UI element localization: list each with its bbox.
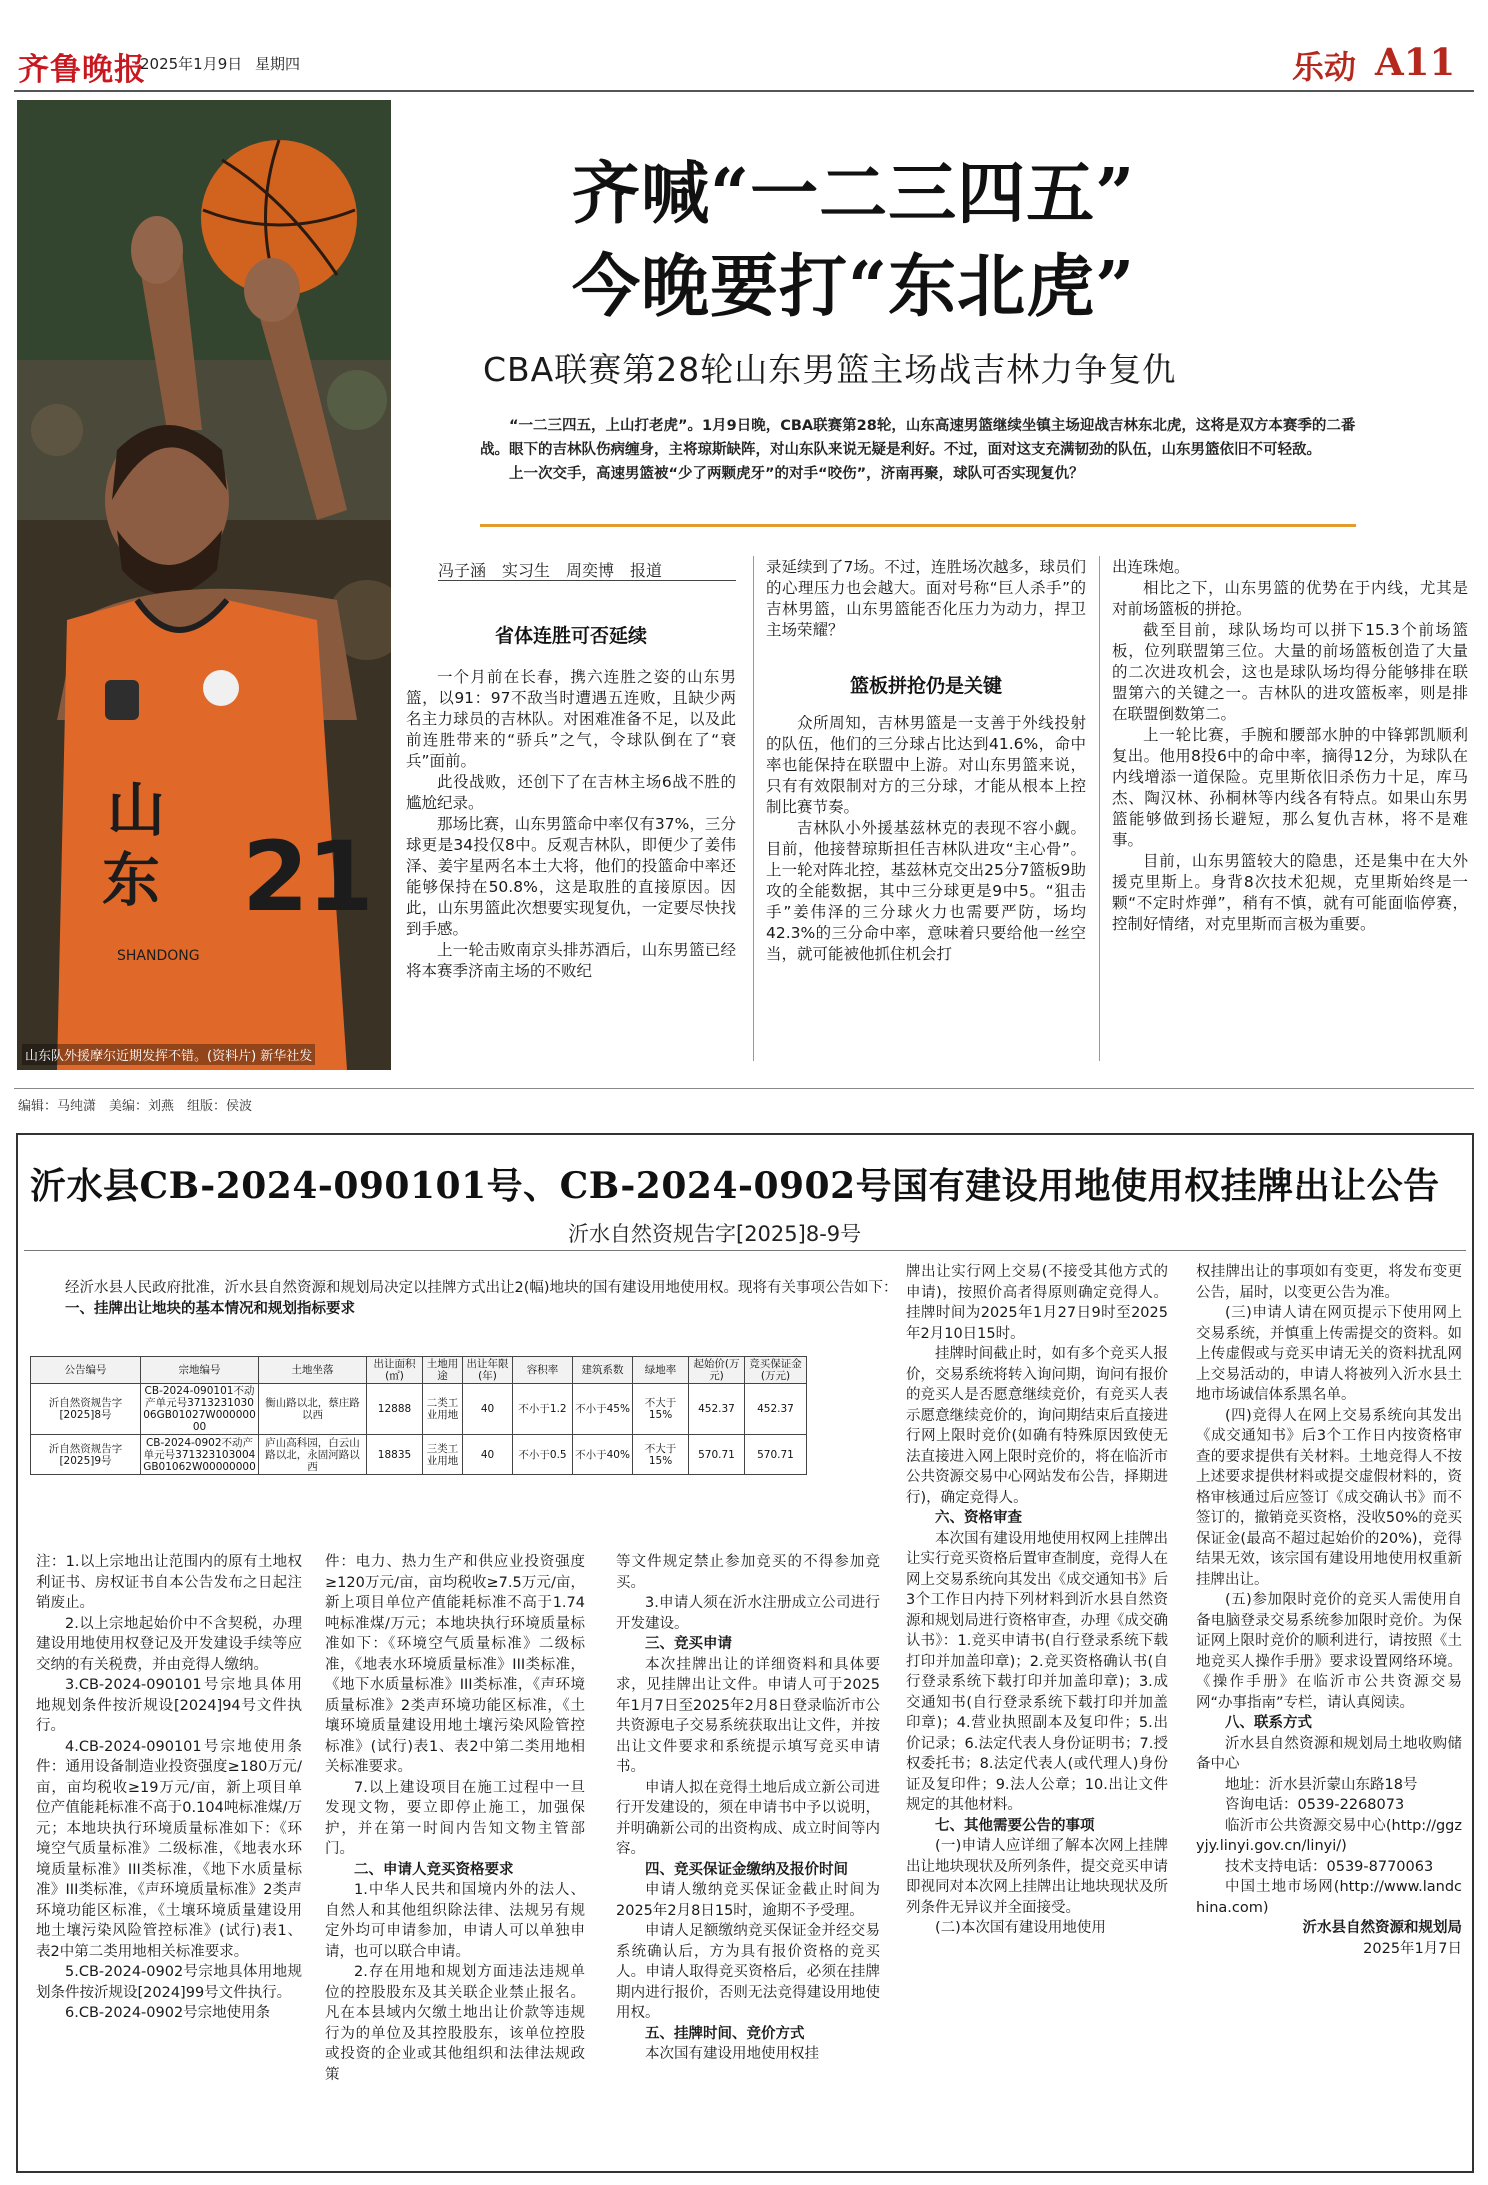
article-column-2-top (766, 557, 1086, 641)
table-cell: 二类工业用地 (423, 1384, 463, 1435)
table-cell: 不大于15% (633, 1435, 689, 1475)
article-lead (480, 414, 1356, 486)
table-header-cell: 容积率 (513, 1357, 573, 1384)
notice-column-5 (1196, 1262, 1462, 1959)
notice-paragraph: 3.CB-2024-090101号宗地具体用地规划条件按沂规设[2024]94号文件执行。 (36, 1677, 302, 1734)
notice-paragraph: 等文件规定禁止参加竞买的不得参加竞买。 (616, 1554, 880, 1591)
table-heading: 一、挂牌出让地块的基本情况和规划指标要求 (65, 1300, 355, 1317)
byline: 冯子涵 实习生 周奕博 报道 (438, 561, 663, 580)
photo-caption: 山东队外援摩尔近期发挥不错。(资料片) 新华社发 (22, 1044, 315, 1065)
lead-paragraph: “一二三四五，上山打老虎”。1月9日晚，CBA联赛第28轮，山东高速男篮继续坐镇主场迎战吉林东北虎，这将是双方本赛季的二番战。眼下的吉林队伤病缠身，主将琼斯缺阵，对山东队来说无疑是利好。不过，面对这支充满韧劲的队伍，山东男篮依旧不可轻敌。 (480, 418, 1356, 458)
svg-text:SHANDONG: SHANDONG (117, 948, 200, 964)
notice-subtitle: 沂水自然资规告字[2025]8-9号 (568, 1222, 862, 1246)
table-cell: 18835 (367, 1435, 423, 1475)
article-paragraph: 截至目前，球队场均可以拼下15.3个前场篮板，位列联盟第三位。大量的前场篮板创造了大量的二次进攻机会，这也是球队场均得分能够排在联盟第六的关键之一。吉林队的进攻篮板率，则是排在联盟倒数第二。 (1112, 621, 1468, 723)
notice-paragraph: 挂牌时间截止时，如有多个竞买人报价，交易系统将转入询问期，询问有报价的竞买人是否愿意继续竞价，有竞买人表示愿意继续竞价的，询问期结束后直接进行网上限时竞价(如确有特殊原因致使无法直接进入网上限时竞价的，将在临沂市公共资源交易中心网站发布公告，择期进行)，确定竞得人。 (906, 1346, 1168, 1506)
article-paragraph: 吉林队小外援基兹林克的表现不容小觑。目前，他接替琼斯担任吉林队进攻“主心骨”。上一轮对阵北控，基兹林克交出25分7篮板9助攻的全能数据，其中三分球更是9中5。“狙击手”姜伟泽的三分球火力也需要严防，场均42.3%的三分命中率，意味着只要给他一丝空当，就可能被他抓住机会打 (766, 819, 1086, 963)
table-cell: 三类工业用地 (423, 1435, 463, 1475)
article-paragraph: 一个月前在长春，携六连胜之姿的山东男篮，以91：97不敌当时遭遇五连败，且缺少两名主力球员的吉林队。对困难准备不足，以及此前连胜带来的“骄兵”之气，令球队倒在了“衰兵”面前。 (406, 668, 736, 770)
contact-line: 沂水县自然资源和规划局土地收购储备中心 (1196, 1735, 1462, 1772)
article-paragraph: 那场比赛，山东男篮命中率仅有37%，三分球更是34投仅8中。反观吉林队，即便少了姜伟泽、姜宇星两名本土大将，他们的投篮命中率还能够保持在50.8%，这是取胜的直接原因。因此，山东男篮此次想要实现复仇，一定要尽快找到手感。 (406, 815, 736, 938)
table-header-cell: 出让年限(年) (463, 1357, 513, 1384)
table-row (31, 1435, 807, 1475)
notice-paragraph: 经沂水县人民政府批准，沂水县自然资源和规划局决定以挂牌方式出让2(幅)地块的国有建设用地使用权。现将有关事项公告如下： (65, 1280, 898, 1296)
table-header-row (31, 1357, 807, 1384)
newspaper-logo: 齐鲁晚报 (18, 52, 146, 88)
basketball-player-photo (17, 100, 391, 1070)
plot-table-wrapper (30, 1356, 807, 1475)
masthead-rule (14, 90, 1474, 92)
notice-section-heading: 八、联系方式 (1225, 1715, 1312, 1731)
notice-signature-date: 2025年1月7日 (1363, 1940, 1462, 1957)
notice-paragraph: 本次国有建设用地使用权网上挂牌出让实行竞买资格后置审查制度，竞得人在网上交易系统向其发出《成交通知书》后3个工作日内持下列材料到沂水县自然资源和规划局进行资格审查，办理《成交确认书》：1.竞买申请书(自行登录系统下载打印并加盖印章)；2.竞买资格确认书(自行登录系统下载打印并加盖印章)；3.成交通知书(自行登录系统下载打印并加盖印章)；4.营业执照副本及复印件；5.出价记录；6.法定代表人身份证明书；7.授权委托书；8.法定代表人(或代理人)身份证及复印件；9.法人公章；10.出让文件规定的其他材料。 (906, 1530, 1168, 1813)
notice-section-heading: 三、竞买申请 (645, 1636, 732, 1652)
notice-column-4 (906, 1262, 1168, 1939)
table-header-cell: 宗地编号 (141, 1357, 259, 1384)
article-column-1 (406, 667, 736, 982)
table-cell: 不小于0.5 (513, 1435, 573, 1475)
table-cell: 不小于45% (573, 1384, 633, 1435)
notice-paragraph: 本次挂牌出让的详细资料和具体要求，见挂牌出让文件。申请人可于2025年1月7日至2025年2月8日登录临沂市公共资源电子交易系统获取出让文件，并按出让文件要求和系统提示填写竞买申请书。 (616, 1656, 880, 1775)
headline-line-2: 今晚要打“东北虎” (572, 247, 1136, 327)
table-cell: 衡山路以北，蔡庄路以西 (259, 1384, 367, 1435)
table-header-cell: 土地用途 (423, 1357, 463, 1384)
table-header-cell: 公告编号 (31, 1357, 141, 1384)
notice-paragraph: (五)参加限时竞价的竞买人需使用自备电脑登录交易系统参加限时竞价。为保证网上限时竞价的顺利进行，请按照《土地竞买人操作手册》要求设置网络环境。《操作手册》在临沂市公共资源交易网“办事指南”专栏，请认真阅读。 (1196, 1592, 1462, 1711)
notice-paragraph: 1.中华人民共和国境内外的法人、自然人和其他组织除法律、法规另有规定外均可申请参加，申请人可以单独申请，也可以联合申请。 (325, 1882, 585, 1960)
headline-line-1: 齐喊“一二三四五” (572, 154, 1136, 234)
notice-intro (36, 1278, 898, 1319)
article-paragraph: 上一轮击败南京头排苏酒后，山东男篮已经将本赛季济南主场的不败纪 (406, 941, 736, 980)
svg-text:山: 山 (107, 776, 166, 844)
table-cell: 40 (463, 1384, 513, 1435)
editors-rule (14, 1088, 1474, 1089)
article-column-2 (766, 713, 1086, 965)
notice-paragraph: 5.CB-2024-0902号宗地具体用地规划条件按沂规设[2024]99号文件执行。 (36, 1964, 302, 2001)
table-row (31, 1384, 807, 1435)
notice-paragraph: 注：1.以上宗地出让范围内的原有土地权利证书、房权证书自本公告发布之日起注销废止。 (36, 1554, 302, 1611)
notice-signature-org: 沂水县自然资源和规划局 (1302, 1920, 1462, 1936)
notice-paragraph: 权挂牌出让的事项如有变更，将发布变更公告，届时，以变更公告为准。 (1196, 1264, 1462, 1301)
notice-column-2 (325, 1552, 585, 2085)
notice-column-3 (616, 1552, 880, 2065)
notice-paragraph: (四)竞得人在网上交易系统向其发出《成交通知书》后3个工作日内按资格审查的要求提供有关材料。土地竞得人不按上述要求提供材料或提交虚假材料的，资格审核通过后应签订《成交确认书》而不签订的，撤销竞买资格，没收50%的竞买保证金(最高不超过起始价的20%)，竞得结果无效，该宗国有建设用地使用权重新挂牌出让。 (1196, 1407, 1462, 1588)
section-title-1: 省体连胜可否延续 (494, 625, 647, 647)
notice-paragraph: 申请人缴纳竞买保证金截止时间为2025年2月8日15时，逾期不予受理。 (616, 1882, 880, 1919)
table-cell: 庐山高科园，白云山路以北，永固河路以西 (259, 1435, 367, 1475)
table-header-cell: 出让面积(㎡) (367, 1357, 423, 1384)
notice-section-heading: 七、其他需要公告的事项 (935, 1817, 1095, 1834)
notice-paragraph: 2.以上宗地起始价中不含契税，办理建设用地使用权登记及开发建设手续等应交纳的有关税费，并由竞得人缴纳。 (36, 1615, 302, 1673)
page-number: A11 (1375, 40, 1456, 84)
notice-section-heading: 五、挂牌时间、竞价方式 (645, 2025, 805, 2042)
article-paragraph: 上一轮比赛，手腕和腰部水肿的中锋郭凯顺利复出。他用8投6中的命中率，摘得12分，为球队在内线增添一道保险。克里斯依旧杀伤力十足，库马杰、陶汉林、孙桐林等内线各有特点。如果山东男篮能够做到扬长避短，那么复仇吉林，将不是难事。 (1112, 726, 1468, 849)
table-cell: 40 (463, 1435, 513, 1475)
contact-line: 临沂市公共资源交易中心(http://ggzyjy.linyi.gov.cn/linyi/) (1196, 1817, 1462, 1854)
article-paragraph: 目前，山东男篮较大的隐患，还是集中在大外援克里斯上。身背8次技术犯规，克里斯始终是一颗“不定时炸弹”，稍有不慎，就有可能面临停赛，控制好情绪，对克里斯而言极为重要。 (1112, 852, 1468, 933)
subheadline: CBA联赛第28轮山东男篮主场战吉林力争复仇 (483, 350, 1177, 389)
table-header-cell: 绿地率 (633, 1357, 689, 1384)
issue-date: 2025年1月9日 (140, 55, 243, 73)
notice-paragraph: 7.以上建设项目在施工过程中一旦发现文物，要立即停止施工，加强保护，并在第一时间内告知文物主管部门。 (325, 1779, 585, 1857)
issue-weekday: 星期四 (255, 55, 301, 73)
table-cell: 不大于15% (633, 1384, 689, 1435)
table-cell: 12888 (367, 1384, 423, 1435)
contact-line: 中国土地市场网(http://www.landchina.com) (1196, 1879, 1462, 1916)
notice-paragraph: 2.存在用地和规划方面违法违规单位的控股股东及其关联企业禁止报名。凡在本县域内欠缴土地出让价款等违规行为的单位及其控股股东，该单位控股或投资的企业或其他组织和法律法规政策 (325, 1964, 585, 2083)
table-header-cell: 建筑系数 (573, 1357, 633, 1384)
table-cell: 不小于40% (573, 1435, 633, 1475)
notice-paragraph: 6.CB-2024-0902号宗地使用条 (65, 2005, 271, 2021)
section-name: 乐动 (1292, 48, 1357, 86)
svg-text:1: 1 (307, 821, 374, 933)
notice-section-heading: 二、申请人竞买资格要求 (354, 1861, 514, 1878)
svg-text:东: 东 (102, 846, 161, 914)
notice-section-heading: 六、资格审查 (935, 1510, 1022, 1526)
table-header-cell: 起始价(万元) (689, 1357, 745, 1384)
notice-paragraph: 本次国有建设用地使用权挂 (645, 2046, 819, 2062)
contact-line: 咨询电话：0539-2268073 (1225, 1797, 1405, 1813)
article-paragraph: 众所周知，吉林男篮是一支善于外线投射的队伍，他们的三分球占比达到41.6%，命中率也能保持在联盟中上游。对山东男篮来说，只有有效限制对方的三分球，才能从根本上控制比赛节奏。 (766, 714, 1086, 816)
notice-column-1 (36, 1552, 302, 2024)
column-divider (1099, 556, 1100, 1061)
table-cell: 沂自然资规告字[2025]9号 (31, 1435, 141, 1475)
notice-paragraph: (一)申请人应详细了解本次网上挂牌出让地块现状及所列条件，提交竞买申请即视同对本次网上挂牌出让地块现状及所列条件无异议并全面接受。 (906, 1838, 1168, 1916)
table-cell: 不小于1.2 (513, 1384, 573, 1435)
table-cell: 570.71 (689, 1435, 745, 1475)
article-paragraph: 相比之下，山东男篮的优势在于内线，尤其是对前场篮板的拼抢。 (1112, 579, 1468, 618)
editors-credit: 编辑：马纯潇 美编：刘燕 组版：侯波 (18, 1099, 253, 1114)
notice-title-rule (24, 1250, 1466, 1251)
notice-paragraph: 3.申请人须在沂水注册成立公司进行开发建设。 (616, 1595, 880, 1632)
table-cell: 452.37 (745, 1384, 807, 1435)
notice-paragraph: (三)申请人请在网页提示下使用网上交易系统，并慎重上传需提交的资料。如上传虚假或与竞买申请无关的资料扰乱网上交易活动的，申请人将被列入沂水县土地市场诚信体系黑名单。 (1196, 1305, 1462, 1403)
contact-line: 地址：沂水县沂蒙山东路18号 (1225, 1776, 1418, 1793)
table-cell: CB-2024-090101不动产单元号371323103006GB01027W00000000 (141, 1384, 259, 1435)
article-paragraph: 录延续到了7场。不过，连胜场次越多，球员们的心理压力也会越大。面对号称“巨人杀手”的吉林男篮，山东男篮能否化压力为动力，捍卫主场荣耀？ (766, 558, 1086, 639)
table-cell: 沂自然资规告字[2025]8号 (31, 1384, 141, 1435)
lead-divider (480, 524, 1356, 527)
byline-rule (438, 580, 736, 581)
article-paragraph: 出连珠炮。 (1112, 558, 1190, 576)
table-header-cell: 竞买保证金(万元) (745, 1357, 807, 1384)
article-paragraph: 此役战败，还创下了在吉林主场6战不胜的尴尬纪录。 (406, 773, 736, 812)
notice-paragraph: 申请人足额缴纳竞买保证金并经交易系统确认后，方为具有报价资格的竞买人。申请人取得竞买资格后，必须在挂牌期内进行报价，否则无法竞得建设用地使用权。 (616, 1923, 880, 2021)
table-cell: 570.71 (745, 1435, 807, 1475)
contact-line: 技术支持电话：0539-8770063 (1225, 1858, 1434, 1875)
notice-paragraph: 件：电力、热力生产和供应业投资强度≥120万元/亩，亩均税收≥7.5万元/亩，新上项目单位产值能耗标准不高于1.74吨标准煤/万元；本地块执行环境质量标准如下：《环境空气质量标准》二级标准，《地表水环境质量标准》III类标准，《地下水质量标准》III类标准，《声环境质量标准》2类声环境功能区标准，《土壤环境质量建设用地土壤污染风险管控标准》(试行)表1、表2中第二类用地相关标准要求。 (325, 1554, 585, 1775)
table-header-cell: 土地坐落 (259, 1357, 367, 1384)
notice-paragraph: 牌出让实行网上交易(不接受其他方式的申请)，按照价高者得原则确定竞得人。挂牌时间为2025年1月27日9时至2025年2月10日15时。 (906, 1264, 1168, 1342)
notice-paragraph: 4.CB-2024-090101号宗地使用条件：通用设备制造业投资强度≥180万元/亩，亩均税收≥19万元/亩，新上项目单位产值能耗标准不高于0.104吨标准煤/万元；本地块执行环境质量标准如下：《环境空气质量标准》二级标准，《地表水环境质量标准》III类标准，《地下水质量标准》III类标准，《声环境质量标准》2类声环境功能区标准，《土壤环境质量建设用地土壤污染风险管控标准》(试行)表1、表2中第二类用地相关标准要求。 (36, 1738, 302, 1960)
notice-title: 沂水县CB-2024-090101号、CB-2024-0902号国有建设用地使用权挂牌出让公告 (30, 1165, 1440, 1207)
notice-section-heading: 四、竞买保证金缴纳及报价时间 (645, 1861, 848, 1878)
table-cell: CB-2024-0902不动产单元号371323103004GB01062W00000000 (141, 1435, 259, 1475)
lead-paragraph: 上一次交手，高速男篮被“少了两颗虎牙”的对手“咬伤”，济南再聚，球队可否实现复仇？ (509, 466, 1084, 482)
player-illustration (17, 100, 391, 1070)
section-title-2: 篮板拼抢仍是关键 (849, 675, 1002, 697)
plot-table (30, 1356, 807, 1475)
table-cell: 452.37 (689, 1384, 745, 1435)
svg-text:2: 2 (242, 821, 309, 933)
column-divider (753, 556, 754, 1061)
notice-paragraph: 申请人拟在竞得土地后成立新公司进行开发建设的，须在申请书中予以说明，并明确新公司的出资构成、成立时间等内容。 (616, 1779, 880, 1857)
article-column-3 (1112, 557, 1468, 935)
notice-paragraph: (二)本次国有建设用地使用 (935, 1920, 1106, 1936)
